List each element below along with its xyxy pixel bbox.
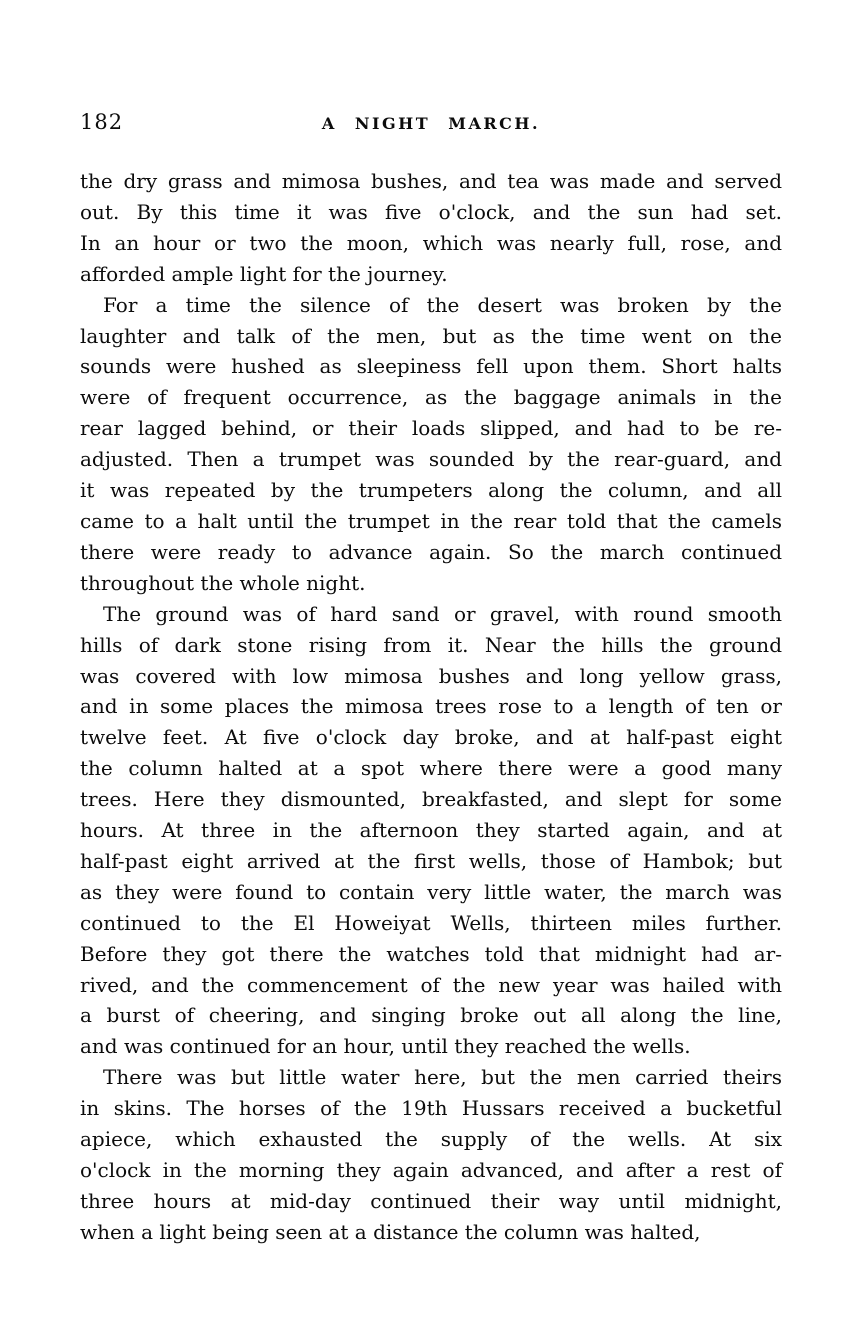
- text-line: adjusted. Then a trumpet was sounded by the rear-guard, and: [80, 447, 782, 472]
- page-body: [80, 166, 782, 1248]
- text-line: The ground was of hard sand or gravel, with round smooth: [103, 601, 782, 626]
- text-line: trees. Here they dismounted, breakfasted, and slept for some: [80, 787, 782, 812]
- paragraph: [80, 166, 782, 290]
- text-line: half-past eight arrived at the first wells, those of Hambok; but: [80, 848, 782, 873]
- text-line: the column halted at a spot where there were a good many: [80, 756, 782, 781]
- text-line: apiece, which exhausted the supply of the wells. At six: [80, 1127, 782, 1152]
- text-line: three hours at mid-day continued their way until midnight,: [80, 1188, 782, 1213]
- text-line: For a time the silence of the desert was broken by the: [103, 292, 782, 317]
- text-line: out. By this time it was five o'clock, and the sun had set.: [80, 199, 782, 224]
- paragraph: [80, 1062, 782, 1247]
- page-number: 182: [80, 110, 124, 134]
- text-line: and was continued for an hour, until they reached the wells.: [80, 1034, 691, 1059]
- text-line: o'clock in the morning they again advanced, and after a rest of: [80, 1158, 782, 1182]
- text-line: a burst of cheering, and singing broke out all along the line,: [80, 1003, 782, 1028]
- text-line: Before they got there the watches told that midnight had ar-: [80, 941, 782, 966]
- text-line: There was but little water here, but the men carried theirs: [103, 1065, 782, 1090]
- paragraph: [80, 290, 782, 599]
- text-line: laughter and talk of the men, but as the time went on the: [80, 323, 782, 348]
- text-line: hours. At three in the afternoon they started again, and at: [80, 818, 782, 843]
- text-line: In an hour or two the moon, which was nearly full, rose, and: [80, 230, 782, 255]
- text-line: sounds were hushed as sleepiness fell upon them. Short halts: [80, 354, 782, 379]
- text-line: when a light being seen at a distance the column was halted,: [80, 1219, 701, 1244]
- text-line: twelve feet. At five o'clock day broke, and at half-past eight: [80, 725, 782, 750]
- text-line: there were ready to advance again. So the march continued: [80, 539, 782, 564]
- text-line: in skins. The horses of the 19th Hussars received a bucketful: [80, 1096, 782, 1121]
- text-line: continued to the El Howeiyat Wells, thirteen miles further.: [80, 910, 782, 935]
- text-line: came to a halt until the trumpet in the rear told that the camels: [80, 508, 782, 533]
- text-line: the dry grass and mimosa bushes, and tea was made and served: [80, 169, 782, 193]
- paragraph: [80, 599, 782, 1063]
- page-header: [80, 110, 782, 140]
- text-line: was covered with low mimosa bushes and long yellow grass,: [80, 663, 782, 688]
- text-line: as they were found to contain very little water, the march was: [80, 879, 782, 904]
- text-line: rived, and the commencement of the new year was hailed with: [80, 972, 782, 997]
- text-line: and in some places the mimosa trees rose to a length of ten or: [80, 694, 782, 719]
- text-line: afforded ample light for the journey.: [80, 261, 448, 286]
- text-line: throughout the whole night.: [80, 570, 366, 595]
- text-line: rear lagged behind, or their loads slipped, and had to be re-: [80, 416, 782, 441]
- running-title: A NIGHT MARCH.: [321, 114, 541, 133]
- text-line: it was repeated by the trumpeters along the column, and all: [80, 478, 782, 503]
- text-line: hills of dark stone rising from it. Near the hills the ground: [80, 632, 782, 657]
- text-line: were of frequent occurrence, as the baggage animals in the: [80, 385, 782, 410]
